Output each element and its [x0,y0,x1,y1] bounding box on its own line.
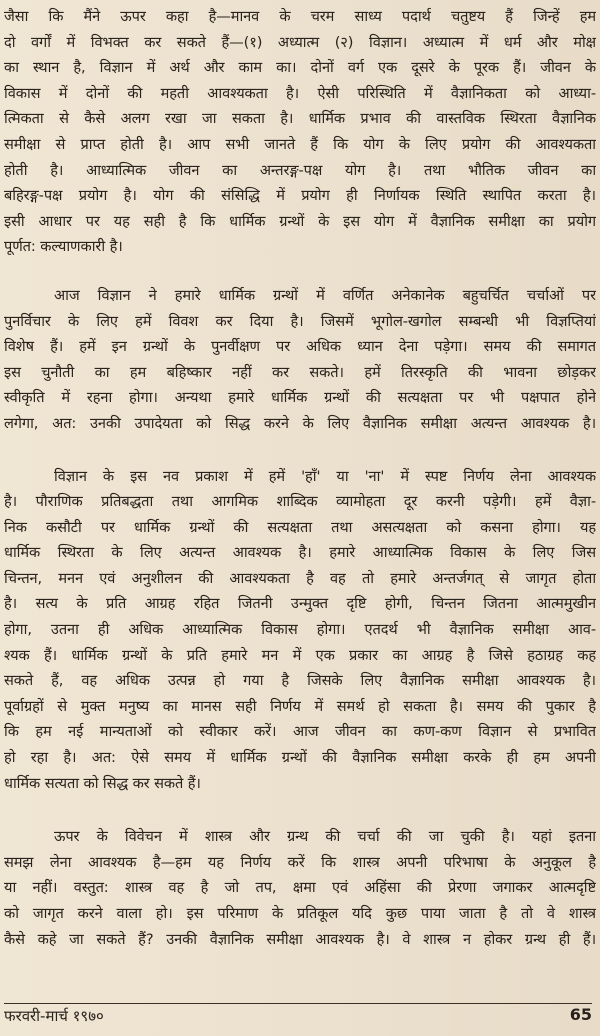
text-line: कि हम नई मान्यताओं को स्वीकार करें। आज जीवन का कण-कण विज्ञान से प्रभावित [4,723,596,741]
text-line: श्यक हैं। धार्मिक ग्रन्थों के प्रति हमारे मन में एक प्रकार का आग्रह है जिसे हठाग्रह कह [4,646,596,664]
text-line: इस चुनौती का हम बहिष्कार नहीं कर सकते। हमें तिरस्कृति की भावना छोड़कर [4,363,596,381]
issue-date: फरवरी-मार्च १९७० [4,1007,104,1025]
paragraph-1 [4,4,596,260]
text-line: विकास में दोनों की महती आवश्यकता है। ऐसी परिस्थिति में वैज्ञानिकता को आध्या- [4,84,596,102]
paragraph-2 [4,283,596,437]
text-line: है। पौराणिक प्रतिबद्धता तथा आगमिक शाब्दिक व्यामोहता दूर करनी पड़ेगी। हमें वैज्ञा- [4,493,596,511]
text-line: चिन्तन, मनन एवं अनुशीलन की आवश्यकता है वह तो हमारे अन्तर्जगत् से जागृत होता [4,569,596,587]
page-footer [4,1003,592,1028]
text-line: पूर्वाग्रहों से मुक्त मनुष्य का मानस सही निर्णय में समर्थ हो सकता है। समय की पुकार है [4,697,596,715]
text-line: बहिरङ्ग-पक्ष प्रयोग है। योग की संसिद्धि में प्रयोग ही निर्णायक स्थिति स्थापित करता है। [4,187,596,205]
text-line: पुनर्विचार के लिए हमें विवश कर दिया है। जिसमें भूगोल-खगोल सम्बन्धी भी विज्ञप्तियां [4,312,596,330]
paragraph-3 [4,464,596,797]
text-line: विज्ञान के इस नव प्रकाश में हमें 'हाँ' या 'ना' में स्पष्ट निर्णय लेना आवश्यक [54,467,596,485]
text-line: धार्मिक स्थिरता के लिए अत्यन्त आवश्यक है। हमारे आध्यात्मिक विकास के लिए जिस [4,544,596,562]
text-line: होती है। आध्यात्मिक जीवन का अन्तरङ्ग-पक्ष योग है। तथा भौतिक जीवन का [4,161,596,179]
text-line: लगेगा, अत: उनकी उपादेयता को सिद्ध करने के लिए वैज्ञानिक समीक्षा अत्यन्त आवश्यक है। [4,414,596,432]
text-line: होगा, उतना ही अधिक आध्यात्मिक विकास होगा। एतदर्थ भी वैज्ञानिक समीक्षा आव- [4,621,596,639]
text-line: दो वर्गों में विभक्त कर सकते हैं—(१) अध्यात्म (२) विज्ञान। अध्यात्म में धर्म और मोक्ष [4,33,596,51]
text-line: निक कसौटी पर धार्मिक ग्रन्थों की सत्यक्षता तथा असत्यक्षता को कसना होगा। यह [4,518,596,536]
text-line: को जागृत करने वाला हो। इस परिमाण के प्रतिकूल यदि कुछ पाया जाता है तो वे शास्त्र [4,905,596,922]
text-line: समझ लेना आवश्यक है—हम यह निर्णय करें कि शास्त्र अपनी परिभाषा के अनुकूल है [4,853,596,871]
text-line: हो रहा है। अत: ऐसे समय में धार्मिक ग्रन्थों की वैज्ञानिक समीक्षा करके ही हम अपनी [4,749,596,767]
text-line: स्वीकृति में रहना होगा। अन्यथा हमारे धार्मिक ग्रन्थों की सत्यक्षता पर भी पक्षपात होने [4,389,596,407]
paragraph-gap [4,796,596,824]
text-line: जैसा कि मैंने ऊपर कहा है—मानव के चरम साध्य पदार्थ चतुष्टय हैं जिन्हें हम [4,8,596,25]
text-line: ऊपर के विवेचन में शास्त्र और ग्रन्थ की चर्चा की जा चुकी है। यहां इतना [54,828,596,846]
text-line: समीक्षा से प्राप्त होती है। आप सभी जानते हैं कि योग के लिए प्रयोग की आवश्यकता [4,135,596,153]
paragraph-gap [4,260,596,283]
text-line: आज विज्ञान ने हमारे धार्मिक ग्रन्थों में वर्णित अनेकानेक बहुचर्चित चर्चाओं पर [54,286,596,304]
text-line: का स्थान है, विज्ञान में अर्थ और काम का। दोनों वर्ग एक दूसरे के पूरक हैं। जीवन के [4,59,596,77]
text-line: कैसे कहे जा सकते हैं? उनकी वैज्ञानिक समीक्षा आवश्यक है। वे शास्त्र न होकर ग्रन्थ ही हैं। [4,930,596,948]
text-line: त्मिकता से कैसे अलग रखा जा सकता है। धार्मिक प्रभाव की वास्तविक स्थिरता वैज्ञानिक [4,110,596,128]
text-line: पूर्णत: कल्याणकारी है। [4,238,123,256]
page-number: 65 [569,1005,592,1024]
text-line: विशेष हैं। हमें इन ग्रन्थों के पुनर्वीक्षण पर अधिक ध्यान देना पड़ेगा। समय की समागत [4,338,596,356]
text-line: धार्मिक सत्यता को सिद्ध कर सकते हैं। [4,774,201,792]
text-line: इसी आधार पर यह सही है कि धार्मिक ग्रन्थों के इस योग में वैज्ञानिक समीक्षा का प्रयोग [4,212,596,230]
paragraph-gap [4,437,596,464]
text-line: सकते हैं, वह अधिक उत्पन्न हो गया है जिसके लिए वैज्ञानिक समीक्षा आवश्यक है। [4,672,596,690]
text-line: या नहीं। वस्तुत: शास्त्र वह है जो तप, क्षमा एवं अहिंसा की प्रेरणा जगाकर आत्मदृष्टि [4,879,596,897]
paragraph-4 [4,824,596,952]
text-line: है। सत्य के प्रति आग्रह रहित जितनी उन्मुक्त दृष्टि होगी, चिन्तन जितना आत्ममुखीन [4,595,596,613]
